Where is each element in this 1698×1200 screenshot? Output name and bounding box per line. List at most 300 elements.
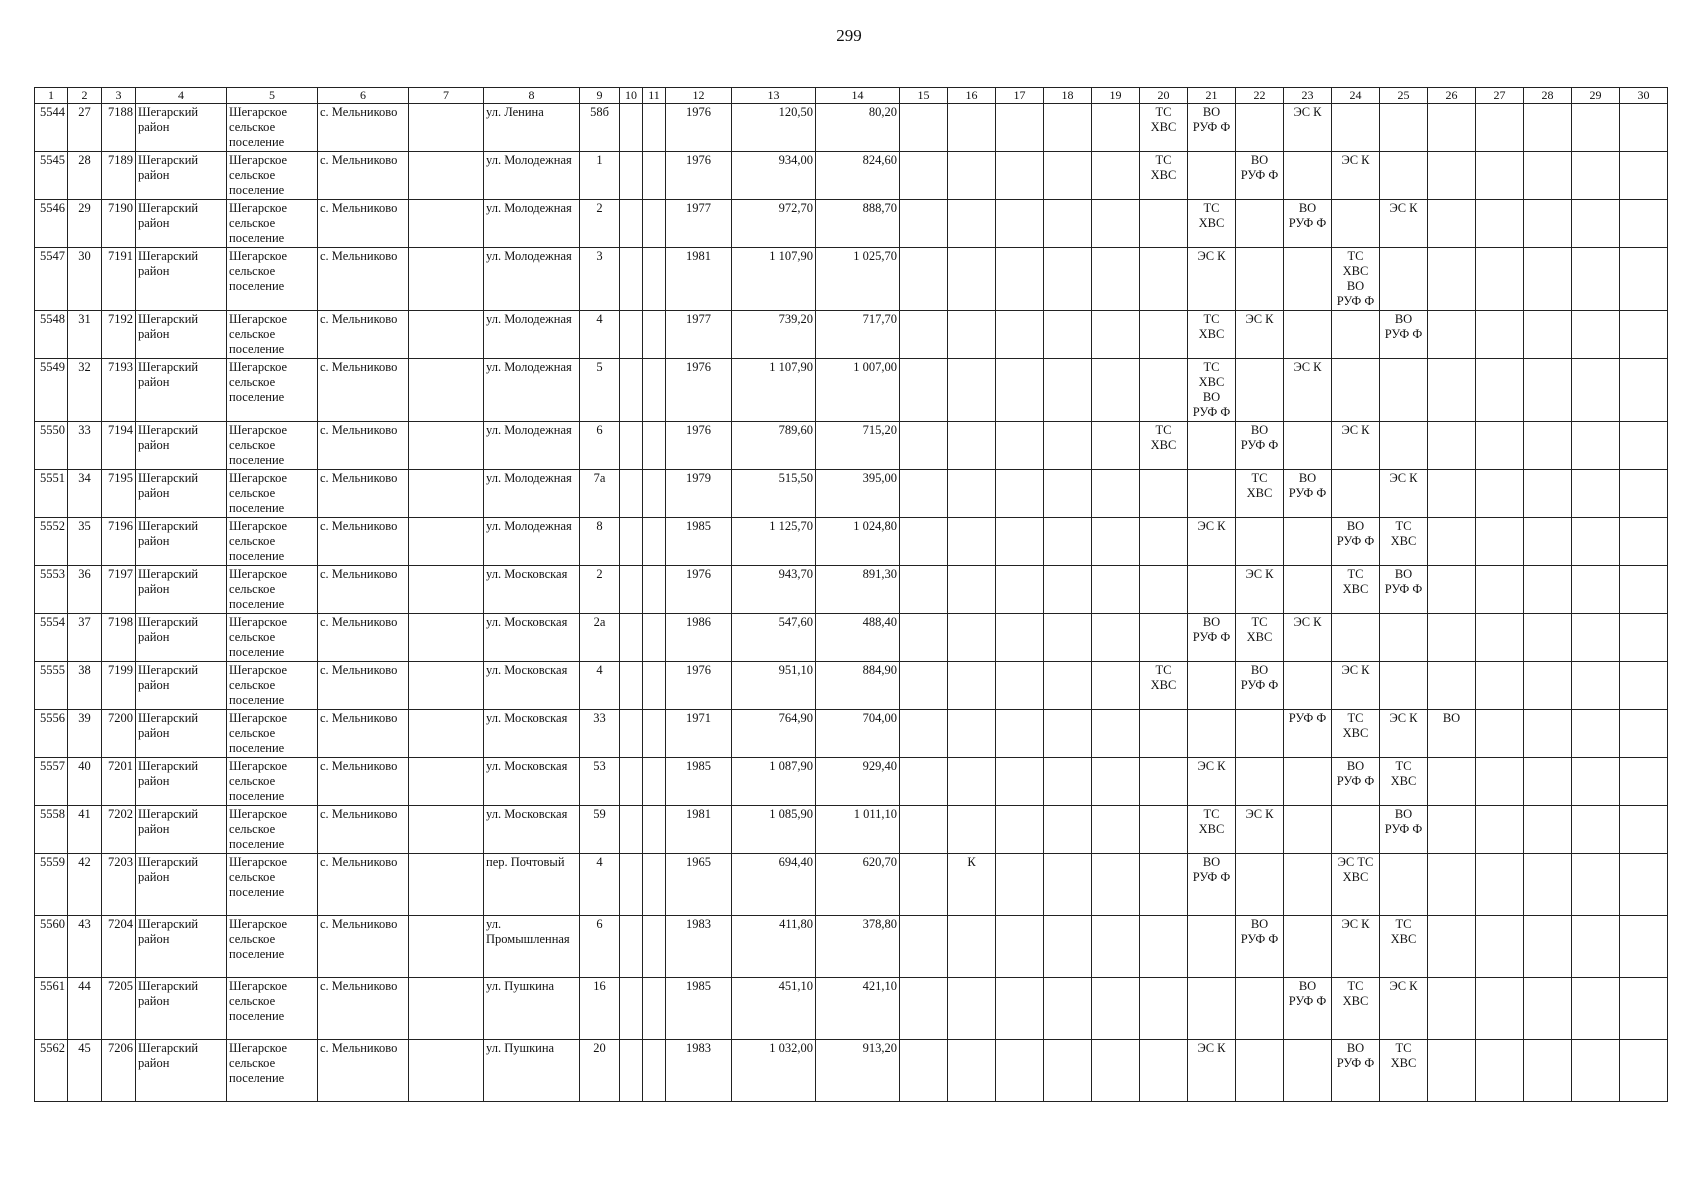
table-cell [900,710,948,758]
table-cell [409,359,484,422]
table-cell: ул. Московская [484,566,580,614]
table-cell: 7191 [102,248,136,311]
table-cell: 80,20 [816,104,900,152]
table-cell: 16 [580,978,620,1040]
table-cell: с. Мельниково [318,710,409,758]
table-cell [996,311,1044,359]
table-cell [1572,422,1620,470]
table-cell [1524,518,1572,566]
table-cell [996,104,1044,152]
table-cell [1380,422,1428,470]
table-cell [409,248,484,311]
table-cell: Шегарское сельское поселение [227,662,318,710]
table-cell: ВО РУФ Ф [1236,916,1284,978]
table-cell [409,854,484,916]
table-cell [1620,311,1668,359]
table-cell: ул. Пушкина [484,1040,580,1102]
table-cell [1620,566,1668,614]
table-cell [900,248,948,311]
table-cell: с. Мельниково [318,978,409,1040]
table-cell: 1976 [666,566,732,614]
table-cell: ВО РУФ Ф [1332,1040,1380,1102]
table-cell [1524,806,1572,854]
table-cell [1380,248,1428,311]
table-cell: Шегарское сельское поселение [227,311,318,359]
table-cell: Шегарский район [136,566,227,614]
table-cell [948,422,996,470]
table-cell: 38 [68,662,102,710]
table-cell [948,566,996,614]
column-header: 21 [1188,88,1236,104]
table-cell [1092,710,1140,758]
table-cell: 1976 [666,152,732,200]
table-cell [1524,359,1572,422]
table-cell [1188,710,1236,758]
table-cell [643,470,666,518]
table-cell: 5552 [35,518,68,566]
table-cell: 7197 [102,566,136,614]
table-cell [1428,1040,1476,1102]
table-cell [409,662,484,710]
table-cell [1044,152,1092,200]
table-cell: 1985 [666,518,732,566]
table-cell [900,470,948,518]
table-cell [1524,978,1572,1040]
table-cell [1620,470,1668,518]
table-cell [1572,518,1620,566]
table-cell [1332,806,1380,854]
table-cell [1572,359,1620,422]
table-cell [1620,1040,1668,1102]
table-cell [1620,359,1668,422]
table-cell: 1 025,70 [816,248,900,311]
table-cell: с. Мельниково [318,104,409,152]
table-cell: с. Мельниково [318,1040,409,1102]
table-cell: ул. Молодежная [484,518,580,566]
table-cell: 37 [68,614,102,662]
table-cell: 5557 [35,758,68,806]
table-cell [1140,566,1188,614]
table-cell: 1977 [666,200,732,248]
table-cell [1524,614,1572,662]
table-cell: ул. Молодежная [484,359,580,422]
table-cell [1188,152,1236,200]
table-cell: 951,10 [732,662,816,710]
column-header: 18 [1044,88,1092,104]
table-cell [1140,311,1188,359]
column-header: 28 [1524,88,1572,104]
table-row [35,518,1668,566]
table-cell: ЭС К [1332,422,1380,470]
table-cell [643,710,666,758]
table-cell [409,470,484,518]
table-cell [1428,518,1476,566]
table-cell: Шегарское сельское поселение [227,1040,318,1102]
table-cell [620,518,643,566]
table-cell: 1 087,90 [732,758,816,806]
table-cell: ЭС К [1284,104,1332,152]
table-cell [1476,978,1524,1040]
table-cell [1044,470,1092,518]
table-cell: Шегарское сельское поселение [227,470,318,518]
table-cell: 2 [580,566,620,614]
table-cell: 5547 [35,248,68,311]
table-cell: 913,20 [816,1040,900,1102]
table-cell [996,978,1044,1040]
table-cell [409,1040,484,1102]
table-cell: 30 [68,248,102,311]
table-cell: с. Мельниково [318,359,409,422]
table-cell: ТС ХВС [1236,470,1284,518]
table-cell [1620,710,1668,758]
table-cell: Шегарский район [136,978,227,1040]
table-cell: Шегарский район [136,422,227,470]
table-cell [1428,248,1476,311]
table-cell [643,758,666,806]
table-cell [1140,359,1188,422]
table-cell [1044,311,1092,359]
table-cell [409,311,484,359]
table-cell: с. Мельниково [318,566,409,614]
table-row [35,104,1668,152]
table-row [35,614,1668,662]
table-cell: ул. Московская [484,806,580,854]
table-cell: 1 085,90 [732,806,816,854]
table-cell: 7196 [102,518,136,566]
table-cell: Шегарский район [136,614,227,662]
table-cell: 1983 [666,916,732,978]
table-cell [1332,311,1380,359]
table-row [35,470,1668,518]
table-cell: 934,00 [732,152,816,200]
table-cell [1092,978,1140,1040]
column-header: 19 [1092,88,1140,104]
table-cell [1236,1040,1284,1102]
table-cell: 411,80 [732,916,816,978]
table-cell [1428,916,1476,978]
table-cell: с. Мельниково [318,806,409,854]
table-cell [1140,854,1188,916]
table-cell [643,311,666,359]
table-cell [409,566,484,614]
table-cell: Шегарский район [136,1040,227,1102]
column-header: 27 [1476,88,1524,104]
table-cell [900,200,948,248]
table-cell: РУФ Ф [1284,710,1332,758]
table-cell: ул. Ленина [484,104,580,152]
table-cell: 1965 [666,854,732,916]
column-header: 15 [900,88,948,104]
table-cell: с. Мельниково [318,152,409,200]
table-cell [1524,662,1572,710]
table-cell [996,422,1044,470]
table-cell: 1 107,90 [732,359,816,422]
column-header: 13 [732,88,816,104]
table-cell: 488,40 [816,614,900,662]
table-cell: Шегарский район [136,104,227,152]
table-cell [996,566,1044,614]
table-cell [1572,566,1620,614]
table-cell [1476,248,1524,311]
table-cell: с. Мельниково [318,662,409,710]
table-cell: 1985 [666,978,732,1040]
table-cell [409,758,484,806]
table-cell [1428,662,1476,710]
registry-table [34,87,1668,1102]
table-cell: 5561 [35,978,68,1040]
table-cell: 5544 [35,104,68,152]
table-cell [1620,104,1668,152]
table-cell: 28 [68,152,102,200]
table-cell [409,916,484,978]
table-cell [409,152,484,200]
table-cell [900,1040,948,1102]
table-cell: 1981 [666,806,732,854]
table-cell [1044,978,1092,1040]
table-cell: Шегарское сельское поселение [227,614,318,662]
table-cell: ул. Московская [484,758,580,806]
table-cell [620,200,643,248]
table-cell [948,359,996,422]
table-cell [1236,710,1284,758]
column-header: 7 [409,88,484,104]
table-cell: 39 [68,710,102,758]
table-cell: с. Мельниково [318,916,409,978]
table-cell [1476,566,1524,614]
column-header: 14 [816,88,900,104]
table-cell: 1 [580,152,620,200]
table-cell: ТС ХВС [1332,978,1380,1040]
table-cell [620,104,643,152]
table-cell: 7202 [102,806,136,854]
table-cell [1380,359,1428,422]
table-cell [1428,806,1476,854]
table-cell: 7189 [102,152,136,200]
table-cell [996,248,1044,311]
table-cell: ТС ХВС [1380,1040,1428,1102]
table-cell: Шегарский район [136,710,227,758]
table-cell [948,1040,996,1102]
table-cell: Шегарский район [136,662,227,710]
table-cell: ул. Промышленная [484,916,580,978]
table-cell: Шегарский район [136,311,227,359]
table-cell [1092,470,1140,518]
table-cell: 1976 [666,422,732,470]
table-cell [1476,1040,1524,1102]
table-cell [1140,978,1188,1040]
table-cell: с. Мельниково [318,470,409,518]
table-cell [1044,710,1092,758]
table-cell: 7193 [102,359,136,422]
table-cell: 1977 [666,311,732,359]
table-cell: 7198 [102,614,136,662]
table-cell [1140,806,1188,854]
table-row [35,978,1668,1040]
table-cell: 1 007,00 [816,359,900,422]
table-cell: Шегарский район [136,518,227,566]
table-cell: 59 [580,806,620,854]
table-cell: 36 [68,566,102,614]
table-cell [1524,916,1572,978]
table-cell: с. Мельниково [318,854,409,916]
table-cell [1236,104,1284,152]
table-cell: 739,20 [732,311,816,359]
table-cell [1476,104,1524,152]
table-cell: 5 [580,359,620,422]
table-cell: Шегарское сельское поселение [227,200,318,248]
table-cell [620,614,643,662]
table-cell [1524,758,1572,806]
table-cell [900,311,948,359]
table-cell [1620,200,1668,248]
table-cell [996,854,1044,916]
table-cell: 8 [580,518,620,566]
table-row [35,854,1668,916]
table-cell [643,422,666,470]
table-cell [900,854,948,916]
table-cell [1428,566,1476,614]
table-cell [1188,422,1236,470]
table-cell [1092,104,1140,152]
table-cell [1380,854,1428,916]
table-header [35,88,1668,104]
table-cell: 7188 [102,104,136,152]
table-cell: 1976 [666,359,732,422]
table-cell [1572,916,1620,978]
table-cell: с. Мельниково [318,422,409,470]
column-header: 8 [484,88,580,104]
table-cell: 5553 [35,566,68,614]
table-cell [1572,978,1620,1040]
table-cell [900,104,948,152]
table-cell: Шегарское сельское поселение [227,152,318,200]
table-cell: 824,60 [816,152,900,200]
table-cell [620,854,643,916]
table-cell [948,710,996,758]
table-cell [620,758,643,806]
table-cell: ТС ХВС [1140,104,1188,152]
table-cell: ВО РУФ Ф [1332,758,1380,806]
table-cell: с. Мельниково [318,311,409,359]
table-cell [409,200,484,248]
table-cell [643,916,666,978]
table-cell: 4 [580,662,620,710]
table-cell [1188,978,1236,1040]
table-cell [1476,710,1524,758]
table-cell [1428,470,1476,518]
table-cell: ТС ХВС [1140,152,1188,200]
table-cell: ВО РУФ Ф [1380,311,1428,359]
table-cell [1620,152,1668,200]
table-cell [1620,854,1668,916]
table-cell [409,104,484,152]
table-row [35,248,1668,311]
table-cell [1284,152,1332,200]
table-cell: 7205 [102,978,136,1040]
table-cell [996,710,1044,758]
table-cell: ВО [1428,710,1476,758]
table-cell: 31 [68,311,102,359]
table-cell: ЭС К [1236,311,1284,359]
table-cell: 888,70 [816,200,900,248]
table-cell [1332,614,1380,662]
table-cell [1524,854,1572,916]
table-cell [1572,806,1620,854]
table-cell: ЭС К [1284,359,1332,422]
column-header: 29 [1572,88,1620,104]
column-header: 23 [1284,88,1332,104]
table-row [35,152,1668,200]
table-cell [1236,854,1284,916]
table-cell: ул. Молодежная [484,152,580,200]
table-cell: 7200 [102,710,136,758]
table-cell [900,806,948,854]
table-cell: 4 [580,854,620,916]
table-cell [1140,614,1188,662]
table-cell [1092,200,1140,248]
table-cell: 451,10 [732,978,816,1040]
table-cell [1140,758,1188,806]
table-cell: 41 [68,806,102,854]
table-cell: 40 [68,758,102,806]
table-cell [1428,614,1476,662]
table-cell [1332,104,1380,152]
table-cell [1380,662,1428,710]
table-cell [1476,758,1524,806]
table-cell: 1 125,70 [732,518,816,566]
table-cell [1428,152,1476,200]
table-cell: 7204 [102,916,136,978]
table-cell [948,200,996,248]
table-cell [900,518,948,566]
column-header: 30 [1620,88,1668,104]
table-cell [948,470,996,518]
table-cell [1428,200,1476,248]
table-cell [1620,806,1668,854]
table-cell: с. Мельниково [318,248,409,311]
table-cell: 44 [68,978,102,1040]
table-cell: ул. Московская [484,614,580,662]
table-cell [409,978,484,1040]
table-cell: 1979 [666,470,732,518]
table-cell [1188,470,1236,518]
table-cell: Шегарское сельское поселение [227,710,318,758]
table-cell [996,758,1044,806]
table-cell: Шегарское сельское поселение [227,518,318,566]
table-cell: ТС ХВС [1188,311,1236,359]
table-row [35,359,1668,422]
table-cell [1044,854,1092,916]
table-cell: 1985 [666,758,732,806]
table-cell [1044,200,1092,248]
column-header: 16 [948,88,996,104]
table-cell: ЭС К [1284,614,1332,662]
table-cell: 1976 [666,104,732,152]
table-cell: с. Мельниково [318,200,409,248]
table-cell [1044,248,1092,311]
header-row [35,88,1668,104]
table-cell [643,614,666,662]
table-cell [1620,916,1668,978]
table-cell: пер. Почтовый [484,854,580,916]
table-cell [1044,614,1092,662]
table-cell [1284,662,1332,710]
table-cell: Шегарское сельское поселение [227,422,318,470]
table-cell: 33 [68,422,102,470]
table-cell: ТС ХВС [1188,806,1236,854]
table-cell [409,518,484,566]
table-cell: ВО РУФ Ф [1284,200,1332,248]
